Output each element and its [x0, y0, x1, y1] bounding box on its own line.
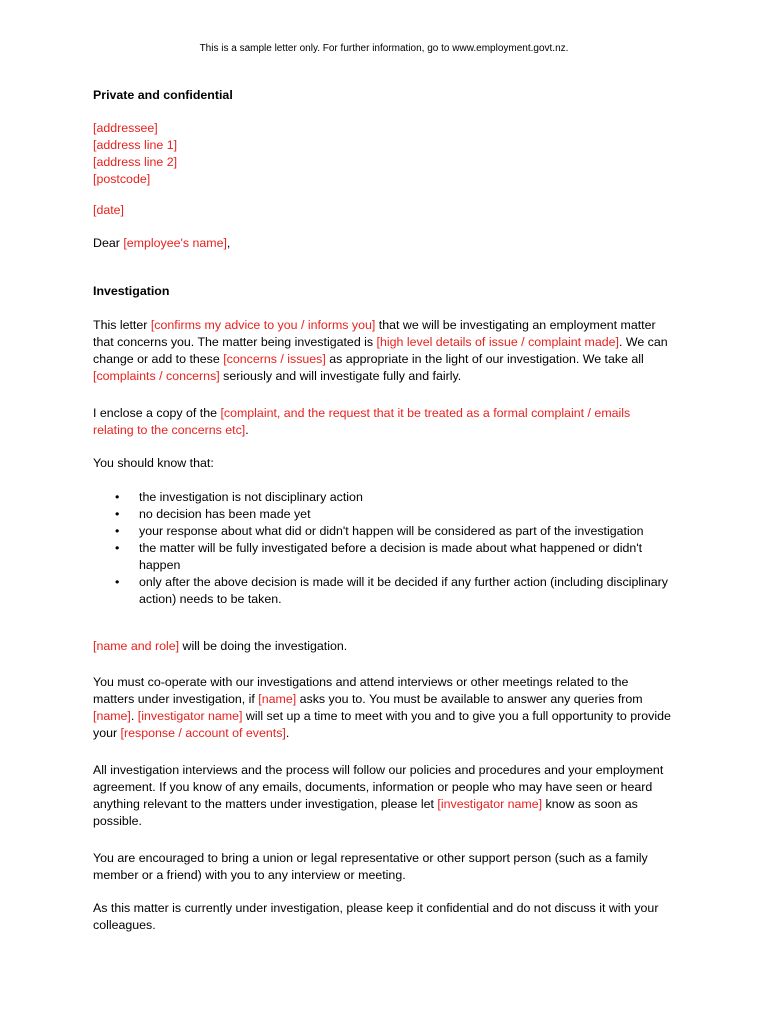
paragraph-4 [93, 638, 673, 655]
text: . [130, 709, 138, 723]
text: . We can change or add to these [93, 335, 668, 366]
text: This letter [93, 318, 151, 332]
list-item: • no decision has been made yet [93, 506, 673, 523]
placeholder: [confirms my advice to you / informs you] [150, 318, 376, 332]
placeholder: [high level details of issue / complaint made] [376, 335, 619, 349]
paragraph-1 [93, 317, 673, 385]
text: All investigation interviews and the process will follow our policies and procedures and your employment agreement. If you know of any emails, documents, information or people who may have seen or heard anything relevant to the matters under investigation, please let [93, 763, 664, 811]
sample-notice: This is a sample letter only. For further information, go to www.employment.govt.nz. [199, 43, 569, 54]
paragraph-7: You are encouraged to bring a union or legal representative or other support person (such as a family member or a friend) with you to any interview or meeting. [93, 851, 648, 882]
text: will be doing the investigation. [179, 639, 348, 653]
placeholder: [complaints / concerns] [93, 369, 220, 383]
text: I enclose a copy of the [93, 406, 221, 420]
text: You must co-operate with our investigations and attend interviews or other meetings related to the matters under investigation, if [93, 675, 629, 706]
placeholder: [name] [258, 692, 297, 706]
paragraph-6 [93, 762, 673, 830]
list-item: • the matter will be fully investigated before a decision is made about what happened or didn't happen [93, 540, 673, 574]
placeholder: [investigator name] [137, 709, 243, 723]
text: asks you to. You must be available to answer any queries from [296, 692, 643, 706]
private-confidential: Private and confidential [93, 88, 233, 102]
salutation [93, 235, 673, 252]
paragraph-5 [93, 674, 673, 742]
address-block [93, 120, 673, 188]
text: will set up a time to meet with you and to give you a full opportunity to provide your [93, 709, 671, 740]
placeholder: [investigator name] [437, 797, 543, 811]
text: as appropriate in the light of our investigation. We take all [325, 352, 644, 366]
list-item: • the investigation is not disciplinary action [93, 489, 673, 506]
salutation-prefix: Dear [93, 236, 124, 250]
text: seriously and will investigate fully and fairly. [219, 369, 462, 383]
paragraph-3: You should know that: [93, 456, 214, 470]
address-line: [postcode] [93, 172, 151, 186]
paragraph-2 [93, 405, 673, 439]
employee-name-placeholder: [employee's name] [123, 236, 227, 250]
salutation-suffix: , [226, 236, 231, 250]
text: . [245, 423, 249, 437]
address-line: [address line 2] [93, 155, 178, 169]
bullet-list [93, 489, 673, 608]
list-item: • only after the above decision is made will it be decided if any further action (including disciplinary action) needs to be taken. [93, 574, 673, 608]
placeholder: [complaint, and the request that it be treated as a formal complaint / emails relating to the concerns etc] [93, 406, 631, 437]
heading-investigation: Investigation [93, 284, 170, 298]
text: that we will be investigating an employment matter that concerns you. The matter being investigated is [93, 318, 656, 349]
placeholder: [name] [93, 709, 131, 723]
placeholder: [name and role] [93, 639, 180, 653]
placeholder: [concerns / issues] [223, 352, 326, 366]
placeholder: [response / account of events] [120, 726, 286, 740]
list-item: • your response about what did or didn't happen will be considered as part of the investigation [93, 523, 673, 540]
text: . [285, 726, 290, 740]
address-line: [address line 1] [93, 138, 178, 152]
text: know as soon as possible. [93, 797, 638, 828]
address-line: [addressee] [93, 121, 158, 135]
paragraph-8: As this matter is currently under investigation, please keep it confidential and do not discuss it with your colleagues. [93, 901, 659, 932]
date-placeholder: [date] [93, 203, 125, 217]
